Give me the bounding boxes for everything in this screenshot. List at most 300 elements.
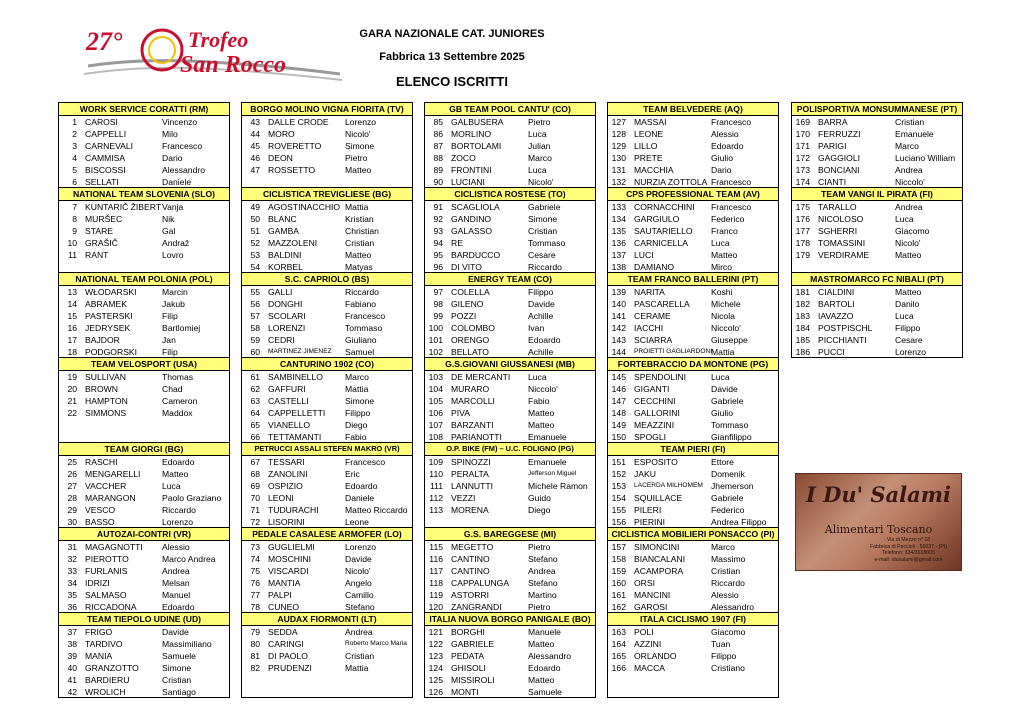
rider-lastname: LANNUTTI: [451, 481, 494, 491]
rider-lastname: MAGAGNOTTI: [85, 542, 143, 552]
rider-number: 158: [611, 554, 626, 564]
rider-number: 20: [67, 384, 77, 394]
rider-firstname: Simone: [528, 214, 558, 224]
rider-firstname: Edoardo: [162, 602, 195, 612]
rider-row: [242, 674, 412, 686]
rider-firstname: Edoardo: [345, 481, 378, 491]
rider-lastname: PERALTA: [451, 469, 489, 479]
rider-row: [425, 504, 595, 516]
rider-lastname: MARANGON: [85, 493, 136, 503]
rider-row: [608, 638, 778, 650]
rider-row: [425, 577, 595, 589]
team-name: MASTROMARCO FC NIBALI (PT): [792, 273, 962, 286]
team-name: CICLISTICA TREVIGLIESE (BG): [242, 188, 412, 201]
rider-lastname: DAMIANO: [634, 262, 675, 272]
rider-number: 5: [72, 165, 77, 175]
rider-row: [608, 334, 778, 346]
rider-lastname: VESCO: [85, 505, 116, 515]
rider-firstname: Alessio: [711, 590, 739, 600]
rider-lastname: IDRIZI: [85, 578, 110, 588]
rider-firstname: Davide: [162, 627, 189, 637]
rider-lastname: JAKU: [634, 469, 656, 479]
rider-number: 146: [611, 384, 626, 394]
rider-lastname: BORTOLAMI: [451, 141, 502, 151]
rider-firstname: Andrea Filippo: [711, 517, 767, 527]
rider-row: [59, 201, 229, 213]
block-divider: [791, 357, 963, 358]
rider-firstname: Kristian: [345, 214, 374, 224]
rider-number: 95: [433, 250, 443, 260]
rider-number: 133: [611, 202, 626, 212]
rider-row: [242, 128, 412, 140]
rider-number: 160: [611, 578, 626, 588]
rider-lastname: BARTOLI: [818, 299, 855, 309]
rider-number: 131: [611, 165, 626, 175]
rider-row: [425, 650, 595, 662]
rider-lastname: CARINGI: [268, 639, 304, 649]
team-name: WORK SERVICE CORATTI (RM): [59, 103, 229, 116]
rider-number: 76: [250, 578, 260, 588]
rider-firstname: Pietro: [528, 542, 551, 552]
rider-firstname: Michele Ramon: [528, 481, 588, 491]
rider-row: [425, 310, 595, 322]
rider-firstname: Luca: [528, 372, 547, 382]
rider-number: 151: [611, 457, 626, 467]
rider-number: 138: [611, 262, 626, 272]
rider-lastname: ORLANDO: [634, 651, 677, 661]
rider-firstname: Alessio: [711, 129, 739, 139]
rider-lastname: MANIA: [85, 651, 113, 661]
rider-number: 105: [428, 396, 443, 406]
rider-lastname: VISCARDI: [268, 566, 309, 576]
rider-firstname: Matteo: [345, 250, 372, 260]
rider-row: [608, 565, 778, 577]
rider-lastname: GARGIULO: [634, 214, 680, 224]
rider-row: [59, 589, 229, 601]
rider-number: 156: [611, 517, 626, 527]
rider-lastname: PEDATA: [451, 651, 485, 661]
rider-number: 129: [611, 141, 626, 151]
rider-lastname: ORSI: [634, 578, 656, 588]
rider-lastname: FRIGO: [85, 627, 113, 637]
rider-lastname: POZZI: [451, 311, 477, 321]
rider-row: [242, 249, 412, 261]
rider-lastname: MEAZZINI: [634, 420, 675, 430]
rider-number: 25: [67, 457, 77, 467]
rider-row: [242, 553, 412, 565]
rider-row: [792, 164, 962, 176]
rider-lastname: BARDUCCO: [451, 250, 501, 260]
rider-row: [425, 298, 595, 310]
rider-lastname: CUNEO: [268, 602, 300, 612]
rider-lastname: CARNEVALI: [85, 141, 134, 151]
team-name: AUDAX FIORMONTI (LT): [242, 613, 412, 626]
rider-firstname: Filip: [162, 311, 178, 321]
rider-lastname: COLELLA: [451, 287, 490, 297]
rider-lastname: PASCARELLA: [634, 299, 690, 309]
rider-number: 108: [428, 432, 443, 442]
rider-lastname: MARCOLLI: [451, 396, 495, 406]
rider-number: 174: [795, 177, 810, 187]
rider-row: [425, 565, 595, 577]
rider-number: 152: [611, 469, 626, 479]
race-date: Fabbrica 13 Settembre 2025: [379, 51, 525, 63]
rider-lastname: FERRUZZI: [818, 129, 861, 139]
team-name: NATIONAL TEAM SLOVENIA (SLO): [59, 188, 229, 201]
rider-row: [242, 626, 412, 638]
rider-firstname: Vincenzo: [162, 117, 198, 127]
rider-row: [608, 553, 778, 565]
rider-row: [608, 589, 778, 601]
rider-lastname: DEON: [268, 153, 293, 163]
rider-lastname: LILLO: [634, 141, 658, 151]
rider-row: [608, 201, 778, 213]
team-name: TEAM VELOSPORT (USA): [59, 358, 229, 371]
rider-firstname: Matteo: [528, 675, 555, 685]
rider-firstname: Franco: [711, 226, 738, 236]
team-name: POLISPORTIVA MONSUMMANESE (PT): [792, 103, 962, 116]
rider-number: 184: [795, 323, 810, 333]
sponsor-contacts: [856, 537, 961, 563]
rider-number: 74: [250, 554, 260, 564]
rider-number: 49: [250, 202, 260, 212]
rider-firstname: Giacomo: [711, 627, 746, 637]
rider-lastname: ESPOSITO: [634, 457, 678, 467]
rider-row: [425, 553, 595, 565]
team-name: TEAM VANGI IL PIRATA (FI): [792, 188, 962, 201]
rider-lastname: RICCADONA: [85, 602, 137, 612]
rider-row: [608, 577, 778, 589]
rider-number: 164: [611, 639, 626, 649]
rider-firstname: Marco: [528, 153, 552, 163]
rider-lastname: CECCHINI: [634, 396, 676, 406]
rider-firstname: Andrea: [528, 566, 556, 576]
team-name: S.C. CAPRIOLO (BS): [242, 273, 412, 286]
rider-number: 94: [433, 238, 443, 248]
sponsor-ad: [795, 473, 962, 571]
rider-lastname: COLOMBO: [451, 323, 495, 333]
rider-lastname: GHISOLI: [451, 663, 486, 673]
rider-firstname: Simone: [345, 141, 375, 151]
rider-lastname: DI PAOLO: [268, 651, 308, 661]
rider-lastname: LORENZI: [268, 323, 306, 333]
rider-lastname: ZOCO: [451, 153, 476, 163]
team-block: [58, 442, 230, 527]
rider-number: 169: [795, 117, 810, 127]
rider-row: [59, 407, 229, 419]
rider-firstname: Lorenzo: [895, 347, 927, 357]
rider-lastname: DONGHI: [268, 299, 303, 309]
rider-row: [425, 492, 595, 504]
rider-row: [608, 116, 778, 128]
rider-lastname: MARTINEZ JIMENEZ: [268, 348, 332, 355]
rider-number: 40: [67, 663, 77, 673]
rider-number: 75: [250, 566, 260, 576]
rider-lastname: CARNICELLA: [634, 238, 688, 248]
rider-firstname: Santiago: [162, 687, 196, 697]
rider-firstname: Gianfilippo: [711, 432, 752, 442]
rider-lastname: MISSIROLI: [451, 675, 495, 685]
rider-lastname: PIERINI: [634, 517, 666, 527]
rider-lastname: DI VITO: [451, 262, 482, 272]
rider-firstname: Achille: [528, 347, 554, 357]
rider-row: [608, 395, 778, 407]
rider-number: 51: [250, 226, 260, 236]
rider-number: 30: [67, 517, 77, 527]
logo-line2: San Rocco: [180, 52, 287, 78]
rider-number: 173: [795, 165, 810, 175]
rider-lastname: SPENDOLINI: [634, 372, 687, 382]
rider-row: [792, 225, 962, 237]
rider-number: 45: [250, 141, 260, 151]
team-block: [607, 527, 779, 612]
rider-firstname: Lorenzo: [162, 517, 194, 527]
rider-firstname: Gabriele: [711, 396, 744, 406]
sponsor-subtitle: Alimentari Toscano: [824, 523, 933, 536]
rider-number: 47: [250, 165, 260, 175]
rider-row: [608, 225, 778, 237]
rider-number: 90: [433, 177, 443, 187]
rider-lastname: BARRA: [818, 117, 848, 127]
rider-row: [792, 334, 962, 346]
rider-lastname: PIVA: [451, 408, 470, 418]
rider-lastname: POLI: [634, 627, 654, 637]
rider-lastname: BIANCALANI: [634, 554, 686, 564]
rider-row: [792, 322, 962, 334]
rider-firstname: Alessandro: [711, 602, 754, 612]
rider-lastname: ACAMPORA: [634, 566, 684, 576]
rider-row: [59, 383, 229, 395]
rider-lastname: GRAŠIČ: [85, 238, 118, 248]
race-title: GARA NAZIONALE CAT. JUNIORES: [359, 28, 545, 40]
rider-row: [425, 674, 595, 686]
rider-number: 78: [250, 602, 260, 612]
rider-firstname: Matteo: [895, 250, 922, 260]
rider-row: [59, 541, 229, 553]
rider-lastname: SPINOZZI: [451, 457, 491, 467]
rider-row: [608, 480, 778, 492]
rider-row: [242, 298, 412, 310]
rider-number: 35: [67, 590, 77, 600]
rider-firstname: Eric: [345, 469, 360, 479]
rider-number: 34: [67, 578, 77, 588]
rider-lastname: DE MERCANTI: [451, 372, 511, 382]
rider-row: [59, 650, 229, 662]
rider-number: 65: [250, 420, 260, 430]
team-block: [424, 527, 596, 612]
rider-number: 32: [67, 554, 77, 564]
rider-lastname: BONCIANI: [818, 165, 860, 175]
rider-number: 98: [433, 299, 443, 309]
rider-row: [425, 237, 595, 249]
rider-number: 29: [67, 505, 77, 515]
sponsor-phone: Telefono: 334/3618005: [882, 550, 935, 556]
rider-lastname: WROLICH: [85, 687, 126, 697]
rider-firstname: Francesco: [711, 117, 752, 127]
rider-firstname: Camillo: [345, 590, 374, 600]
rider-lastname: ABRAMEK: [85, 299, 128, 309]
rider-firstname: Gabriele: [528, 202, 561, 212]
rider-number: 63: [250, 396, 260, 406]
rider-lastname: MASSAI: [634, 117, 667, 127]
rider-number: 87: [433, 141, 443, 151]
rider-number: 170: [795, 129, 810, 139]
team-block: [791, 102, 963, 187]
rider-lastname: CEDRI: [268, 335, 295, 345]
rider-number: 43: [250, 117, 260, 127]
rider-number: 119: [429, 590, 443, 600]
team-block: [241, 102, 413, 187]
rider-firstname: Filippo: [345, 408, 371, 418]
rider-lastname: NARITA: [634, 287, 665, 297]
rider-row: [792, 116, 962, 128]
rider-row: [59, 626, 229, 638]
rider-number: 134: [611, 214, 626, 224]
rider-row: [425, 213, 595, 225]
rider-firstname: Luca: [528, 165, 547, 175]
rider-lastname: MENGARELLI: [85, 469, 141, 479]
rider-number: 6: [72, 177, 77, 187]
rider-lastname: IAVAZZO: [818, 311, 854, 321]
rider-row: [608, 164, 778, 176]
rider-number: 36: [67, 602, 77, 612]
rider-number: 154: [611, 493, 626, 503]
rider-number: 17: [67, 335, 77, 345]
rider-lastname: PIEROTTO: [85, 554, 129, 564]
rider-lastname: GIGANTI: [634, 384, 670, 394]
rider-lastname: TETTAMANTI: [268, 432, 322, 442]
rider-row: [608, 286, 778, 298]
rider-number: 89: [433, 165, 443, 175]
rider-firstname: Cristian: [711, 566, 741, 576]
rider-lastname: GALLORINI: [634, 408, 680, 418]
rider-number: 125: [428, 675, 443, 685]
rider-row: [242, 565, 412, 577]
rider-number: 54: [250, 262, 260, 272]
rider-row: [425, 589, 595, 601]
rider-lastname: MEGETTO: [451, 542, 494, 552]
rider-number: 96: [433, 262, 443, 272]
rider-firstname: Alessandro: [162, 165, 205, 175]
rider-lastname: AZZINI: [634, 639, 662, 649]
rider-row: [59, 662, 229, 674]
rider-firstname: Simone: [345, 396, 375, 406]
rider-firstname: Edoardo: [162, 457, 195, 467]
rider-lastname: GUGLIELMI: [268, 542, 315, 552]
rider-firstname: Matteo: [895, 287, 922, 297]
rider-lastname: SQUILLACE: [634, 493, 683, 503]
rider-firstname: Dario: [711, 165, 732, 175]
rider-number: 42: [67, 687, 77, 697]
rider-row: [59, 468, 229, 480]
rider-lastname: SULLIVAN: [85, 372, 126, 382]
rider-number: 127: [611, 117, 626, 127]
rider-firstname: Melsan: [162, 578, 190, 588]
rider-firstname: Andraž: [162, 238, 190, 248]
rider-row: [425, 128, 595, 140]
rider-lastname: SAUTARIELLO: [634, 226, 693, 236]
rider-firstname: Cristiano: [711, 663, 745, 673]
block-divider: [607, 697, 779, 698]
rider-firstname: Dario: [162, 153, 183, 163]
rider-firstname: Paolo Graziano: [162, 493, 222, 503]
rider-row: [792, 237, 962, 249]
rider-number: 92: [433, 214, 443, 224]
team-block: [607, 272, 779, 357]
rider-firstname: Andrea: [895, 202, 923, 212]
rider-firstname: Giulio: [711, 153, 733, 163]
rider-number: 18: [67, 347, 77, 357]
rider-firstname: Filippo: [528, 287, 554, 297]
rider-number: 58: [250, 323, 260, 333]
rider-number: 162: [611, 602, 626, 612]
rider-number: 153: [611, 481, 626, 491]
rider-firstname: Riccardo: [345, 287, 379, 297]
rider-number: 149: [611, 420, 626, 430]
rider-firstname: Marcin: [162, 287, 188, 297]
rider-lastname: SCIARRA: [634, 335, 673, 345]
rider-number: 55: [250, 287, 260, 297]
rider-firstname: Milo: [162, 129, 178, 139]
rider-lastname: ORENGO: [451, 335, 490, 345]
rider-row: [242, 383, 412, 395]
rider-number: 116: [429, 554, 443, 564]
rider-lastname: PILERI: [634, 505, 662, 515]
rider-firstname: Massimo: [711, 554, 746, 564]
rider-lastname: CORNACCHINI: [634, 202, 695, 212]
rider-number: 60: [250, 347, 260, 357]
rider-lastname: MORLINO: [451, 129, 492, 139]
rider-row: [792, 128, 962, 140]
rider-firstname: Luca: [895, 214, 914, 224]
team-block: [424, 357, 596, 442]
rider-lastname: BELLATO: [451, 347, 489, 357]
rider-firstname: Fabio: [345, 432, 367, 442]
rider-row: [59, 237, 229, 249]
rider-firstname: Edoardo: [528, 335, 561, 345]
rider-lastname: PALPI: [268, 590, 292, 600]
rider-row: [242, 456, 412, 468]
rider-number: 117: [429, 566, 443, 576]
rider-lastname: POSTPISCHL: [818, 323, 873, 333]
team-block: [607, 442, 779, 527]
rider-row: [242, 322, 412, 334]
rider-firstname: Angelo: [345, 578, 372, 588]
rider-number: 2: [72, 129, 77, 139]
rider-row: [425, 626, 595, 638]
rider-number: 52: [250, 238, 260, 248]
rider-row: [59, 310, 229, 322]
rider-firstname: Emanuele: [895, 129, 934, 139]
rider-number: 104: [428, 384, 443, 394]
rider-row: [608, 674, 778, 686]
rider-firstname: Ivan: [528, 323, 545, 333]
rider-row: [59, 140, 229, 152]
rider-row: [425, 407, 595, 419]
team-block: [424, 102, 596, 187]
rider-lastname: VACCHER: [85, 481, 127, 491]
rider-row: [59, 492, 229, 504]
rider-number: 179: [795, 250, 810, 260]
team-block: [241, 442, 413, 527]
rider-row: [242, 152, 412, 164]
rider-row: [608, 504, 778, 516]
rider-row: [242, 407, 412, 419]
rider-firstname: Stefano: [345, 602, 375, 612]
rider-number: 72: [250, 517, 260, 527]
rider-number: 185: [795, 335, 810, 345]
rider-firstname: Matteo Riccardo: [345, 505, 408, 515]
